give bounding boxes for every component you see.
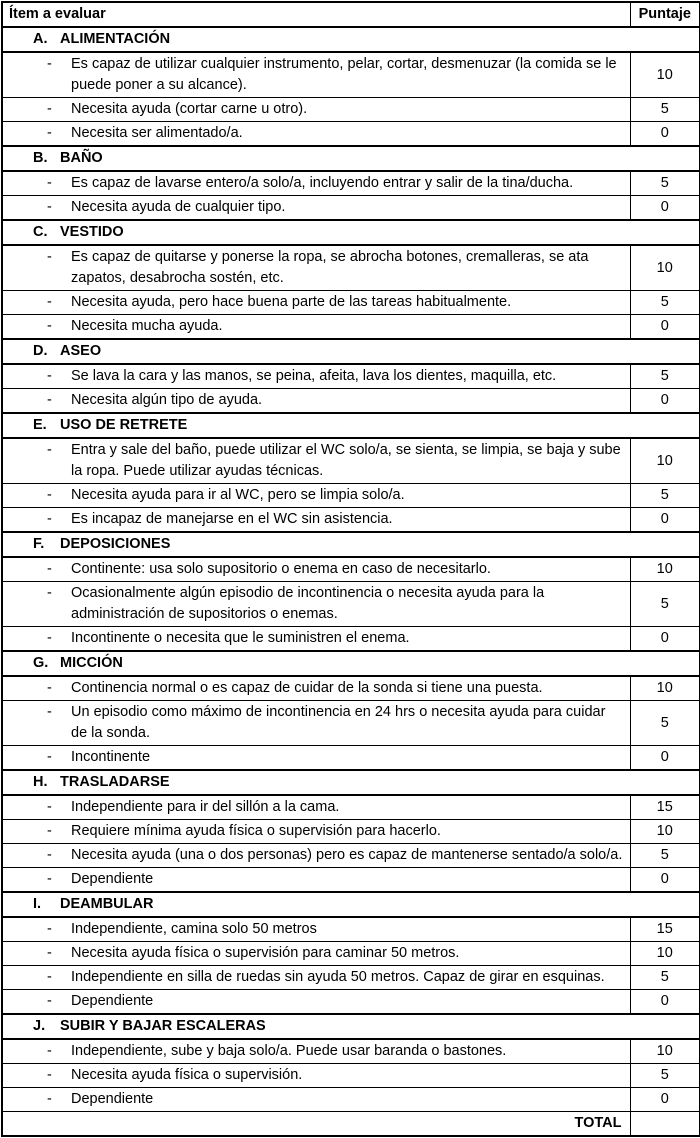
item-cell — [2, 438, 630, 484]
item-line — [3, 943, 630, 964]
section-header-cell — [2, 146, 700, 171]
item-bullet: - — [47, 1091, 52, 1107]
score-cell: 0 — [630, 122, 700, 147]
section-letter: J. — [33, 1018, 46, 1034]
item-row — [2, 52, 700, 98]
item-line — [3, 869, 630, 890]
item-cell — [2, 1088, 630, 1112]
item-cell — [2, 966, 630, 990]
section-line — [3, 222, 699, 243]
item-text: Ocasionalmente algún episodio de incontinencia o necesita ayuda para la administración de supositorios o enemas. — [71, 585, 545, 622]
score-cell: 0 — [630, 990, 700, 1015]
item-cell — [2, 245, 630, 291]
item-row — [2, 966, 700, 990]
item-bullet: - — [47, 823, 52, 839]
total-score-cell — [630, 1112, 700, 1137]
section-line — [3, 772, 699, 793]
score-cell: 5 — [630, 364, 700, 389]
section-title: TRASLADARSE — [60, 774, 170, 790]
item-row — [2, 795, 700, 820]
item-cell — [2, 98, 630, 122]
item-line — [3, 845, 630, 866]
item-bullet: - — [47, 442, 52, 458]
item-line — [3, 821, 630, 842]
item-bullet: - — [47, 561, 52, 577]
item-cell — [2, 746, 630, 771]
section-line — [3, 894, 699, 915]
section-line — [3, 653, 699, 674]
item-line — [3, 628, 630, 649]
item-row — [2, 1039, 700, 1064]
section-letter: F. — [33, 536, 45, 552]
item-row — [2, 171, 700, 196]
item-row — [2, 508, 700, 533]
item-row — [2, 364, 700, 389]
item-row — [2, 820, 700, 844]
section-letter: B. — [33, 150, 48, 166]
score-cell: 0 — [630, 508, 700, 533]
item-text: Requiere mínima ayuda física o supervisión para hacerlo. — [71, 823, 441, 839]
item-line — [3, 583, 630, 625]
item-row — [2, 582, 700, 627]
item-text: Incontinente — [71, 749, 151, 765]
item-line — [3, 197, 630, 218]
item-line — [3, 747, 630, 768]
score-cell: 0 — [630, 627, 700, 652]
section-row — [2, 146, 700, 171]
item-bullet: - — [47, 294, 52, 310]
score-cell: 5 — [630, 291, 700, 315]
item-text: Continente: usa solo supositorio o enema en caso de necesitarlo. — [71, 561, 491, 577]
section-row — [2, 27, 700, 52]
section-header-cell — [2, 1014, 700, 1039]
item-cell — [2, 1039, 630, 1064]
score-cell: 0 — [630, 315, 700, 340]
section-row — [2, 651, 700, 676]
section-letter: E. — [33, 417, 47, 433]
item-row — [2, 990, 700, 1015]
item-text: Necesita ayuda de cualquier tipo. — [71, 199, 286, 215]
item-line — [3, 702, 630, 744]
section-line — [3, 415, 699, 436]
section-title: ASEO — [60, 343, 102, 359]
item-row — [2, 627, 700, 652]
item-text: Un episodio como máximo de incontinencia en 24 hrs o necesita ayuda para cuidar de la sonda. — [71, 704, 606, 741]
item-line — [3, 316, 630, 337]
item-text: Es capaz de lavarse entero/a solo/a, incluyendo entrar y salir de la tina/ducha. — [71, 175, 574, 191]
score-cell: 0 — [630, 1088, 700, 1112]
item-text: Necesita mucha ayuda. — [71, 318, 223, 334]
item-text: Necesita ayuda física o supervisión para caminar 50 metros. — [71, 945, 460, 961]
score-cell: 5 — [630, 966, 700, 990]
item-row — [2, 245, 700, 291]
section-letter: A. — [33, 31, 48, 47]
section-letter: C. — [33, 224, 48, 240]
total-row — [2, 1112, 700, 1137]
item-line — [3, 485, 630, 506]
item-text: Necesita ayuda, pero hace buena parte de las tareas habitualmente. — [71, 294, 512, 310]
item-cell — [2, 557, 630, 582]
item-bullet: - — [47, 1043, 52, 1059]
score-cell: 15 — [630, 917, 700, 942]
item-row — [2, 844, 700, 868]
score-cell: 5 — [630, 1064, 700, 1088]
item-row — [2, 291, 700, 315]
item-cell — [2, 389, 630, 414]
section-letter: I. — [33, 896, 42, 912]
item-cell — [2, 1064, 630, 1088]
section-header-cell — [2, 892, 700, 917]
item-text: Necesita ayuda física o supervisión. — [71, 1067, 303, 1083]
section-letter: G. — [33, 655, 49, 671]
score-cell: 5 — [630, 844, 700, 868]
item-row — [2, 676, 700, 701]
item-row — [2, 484, 700, 508]
item-row — [2, 701, 700, 746]
item-text: Entra y sale del baño, puede utilizar el WC solo/a, se sienta, se limpia, se baja y sube la ropa. Puede utilizar ayudas técnicas. — [71, 442, 621, 479]
section-row — [2, 220, 700, 245]
item-text: Dependiente — [71, 993, 154, 1009]
item-bullet: - — [47, 175, 52, 191]
item-text: Continencia normal o es capaz de cuidar de la sonda si tiene una puesta. — [71, 680, 543, 696]
item-bullet: - — [47, 799, 52, 815]
item-line — [3, 509, 630, 530]
item-line — [3, 919, 630, 940]
item-row — [2, 389, 700, 414]
score-cell: 0 — [630, 868, 700, 893]
section-header-cell — [2, 532, 700, 557]
item-bullet: - — [47, 199, 52, 215]
item-text: Necesita ser alimentado/a. — [71, 125, 243, 141]
item-line — [3, 99, 630, 120]
item-line — [3, 173, 630, 194]
item-cell — [2, 701, 630, 746]
item-row — [2, 868, 700, 893]
item-text: Incontinente o necesita que le suministren el enema. — [71, 630, 410, 646]
item-line — [3, 991, 630, 1012]
item-cell — [2, 820, 630, 844]
item-bullet: - — [47, 993, 52, 1009]
item-line — [3, 54, 630, 96]
item-row — [2, 746, 700, 771]
item-cell — [2, 364, 630, 389]
header-score-label: Puntaje — [630, 2, 700, 27]
item-bullet: - — [47, 249, 52, 265]
item-cell — [2, 171, 630, 196]
item-line — [3, 1041, 630, 1062]
section-title: VESTIDO — [60, 224, 124, 240]
item-bullet: - — [47, 1067, 52, 1083]
item-text: Es incapaz de manejarse en el WC sin asistencia. — [71, 511, 393, 527]
item-cell — [2, 917, 630, 942]
score-cell: 15 — [630, 795, 700, 820]
total-label: TOTAL — [2, 1112, 630, 1137]
item-row — [2, 438, 700, 484]
item-line — [3, 440, 630, 482]
item-bullet: - — [47, 56, 52, 72]
item-bullet: - — [47, 101, 52, 117]
item-row — [2, 557, 700, 582]
item-text: Independiente para ir del sillón a la cama. — [71, 799, 340, 815]
section-header-cell — [2, 770, 700, 795]
item-row — [2, 1064, 700, 1088]
item-text: Independiente, sube y baja solo/a. Puede usar baranda o bastones. — [71, 1043, 507, 1059]
item-line — [3, 390, 630, 411]
section-header-cell — [2, 339, 700, 364]
score-cell: 0 — [630, 196, 700, 221]
score-cell: 0 — [630, 389, 700, 414]
item-bullet: - — [47, 945, 52, 961]
item-line — [3, 967, 630, 988]
item-text: Necesita ayuda (cortar carne u otro). — [71, 101, 308, 117]
item-cell — [2, 52, 630, 98]
score-cell: 10 — [630, 52, 700, 98]
section-row — [2, 770, 700, 795]
item-bullet: - — [47, 871, 52, 887]
item-text: Dependiente — [71, 1091, 154, 1107]
section-row — [2, 532, 700, 557]
item-line — [3, 123, 630, 144]
item-bullet: - — [47, 511, 52, 527]
item-cell — [2, 868, 630, 893]
score-cell: 5 — [630, 484, 700, 508]
section-title: DEPOSICIONES — [60, 536, 171, 552]
item-line — [3, 292, 630, 313]
table-body — [2, 27, 700, 1136]
item-row — [2, 122, 700, 147]
item-bullet: - — [47, 487, 52, 503]
item-text: Independiente, camina solo 50 metros — [71, 921, 317, 937]
item-line — [3, 247, 630, 289]
item-bullet: - — [47, 630, 52, 646]
section-title: BAÑO — [60, 150, 103, 166]
section-row — [2, 1014, 700, 1039]
item-line — [3, 797, 630, 818]
item-line — [3, 1065, 630, 1086]
item-text: Es capaz de quitarse y ponerse la ropa, se abrocha botones, cremalleras, se ata zapatos, desabrocha sostén, etc. — [71, 249, 589, 286]
item-bullet: - — [47, 921, 52, 937]
item-cell — [2, 942, 630, 966]
section-line — [3, 534, 699, 555]
item-text: Dependiente — [71, 871, 154, 887]
item-bullet: - — [47, 704, 52, 720]
section-row — [2, 892, 700, 917]
item-text: Se lava la cara y las manos, se peina, afeita, lava los dientes, maquilla, etc. — [71, 368, 557, 384]
item-line — [3, 559, 630, 580]
header-item-label: Ítem a evaluar — [2, 2, 630, 27]
item-row — [2, 917, 700, 942]
item-bullet: - — [47, 969, 52, 985]
item-cell — [2, 844, 630, 868]
item-bullet: - — [47, 125, 52, 141]
section-letter: D. — [33, 343, 48, 359]
item-row — [2, 315, 700, 340]
section-header-cell — [2, 413, 700, 438]
item-row — [2, 98, 700, 122]
score-cell: 5 — [630, 98, 700, 122]
section-title: ALIMENTACIÓN — [60, 31, 171, 47]
item-row — [2, 1088, 700, 1112]
score-cell: 5 — [630, 171, 700, 196]
item-cell — [2, 795, 630, 820]
section-title: SUBIR Y BAJAR ESCALERAS — [60, 1018, 266, 1034]
header-row — [2, 2, 700, 27]
item-cell — [2, 315, 630, 340]
item-cell — [2, 291, 630, 315]
section-title: MICCIÓN — [60, 655, 123, 671]
item-cell — [2, 990, 630, 1015]
score-cell: 10 — [630, 942, 700, 966]
section-letter: H. — [33, 774, 48, 790]
item-cell — [2, 676, 630, 701]
score-cell: 5 — [630, 582, 700, 627]
section-header-cell — [2, 220, 700, 245]
score-cell: 10 — [630, 1039, 700, 1064]
item-text: Necesita algún tipo de ayuda. — [71, 392, 263, 408]
score-cell: 10 — [630, 438, 700, 484]
item-cell — [2, 196, 630, 221]
item-bullet: - — [47, 318, 52, 334]
item-bullet: - — [47, 749, 52, 765]
barthel-table — [1, 1, 700, 1137]
score-cell: 10 — [630, 557, 700, 582]
item-row — [2, 942, 700, 966]
section-header-cell — [2, 651, 700, 676]
item-bullet: - — [47, 847, 52, 863]
score-cell: 0 — [630, 746, 700, 771]
section-title: DEAMBULAR — [60, 896, 154, 912]
item-text: Necesita ayuda para ir al WC, pero se limpia solo/a. — [71, 487, 405, 503]
item-text: Necesita ayuda (una o dos personas) pero es capaz de mantenerse sentado/a solo/a. — [71, 847, 623, 863]
item-text: Independiente en silla de ruedas sin ayuda 50 metros. Capaz de girar en esquinas. — [71, 969, 605, 985]
item-row — [2, 196, 700, 221]
section-title: USO DE RETRETE — [60, 417, 188, 433]
item-cell — [2, 582, 630, 627]
item-line — [3, 366, 630, 387]
section-line — [3, 29, 699, 50]
item-bullet: - — [47, 368, 52, 384]
item-text: Es capaz de utilizar cualquier instrumento, pelar, cortar, desmenuzar (la comida se le puede poner a su alcance). — [71, 56, 617, 93]
section-line — [3, 148, 699, 169]
score-cell: 10 — [630, 820, 700, 844]
item-cell — [2, 508, 630, 533]
table-header — [2, 2, 700, 27]
section-line — [3, 341, 699, 362]
score-cell: 10 — [630, 676, 700, 701]
item-bullet: - — [47, 585, 52, 601]
item-bullet: - — [47, 392, 52, 408]
section-line — [3, 1016, 699, 1037]
score-cell: 5 — [630, 701, 700, 746]
item-line — [3, 678, 630, 699]
score-cell: 10 — [630, 245, 700, 291]
item-bullet: - — [47, 680, 52, 696]
item-cell — [2, 627, 630, 652]
section-row — [2, 413, 700, 438]
item-cell — [2, 122, 630, 147]
item-line — [3, 1089, 630, 1110]
item-cell — [2, 484, 630, 508]
section-row — [2, 339, 700, 364]
section-header-cell — [2, 27, 700, 52]
